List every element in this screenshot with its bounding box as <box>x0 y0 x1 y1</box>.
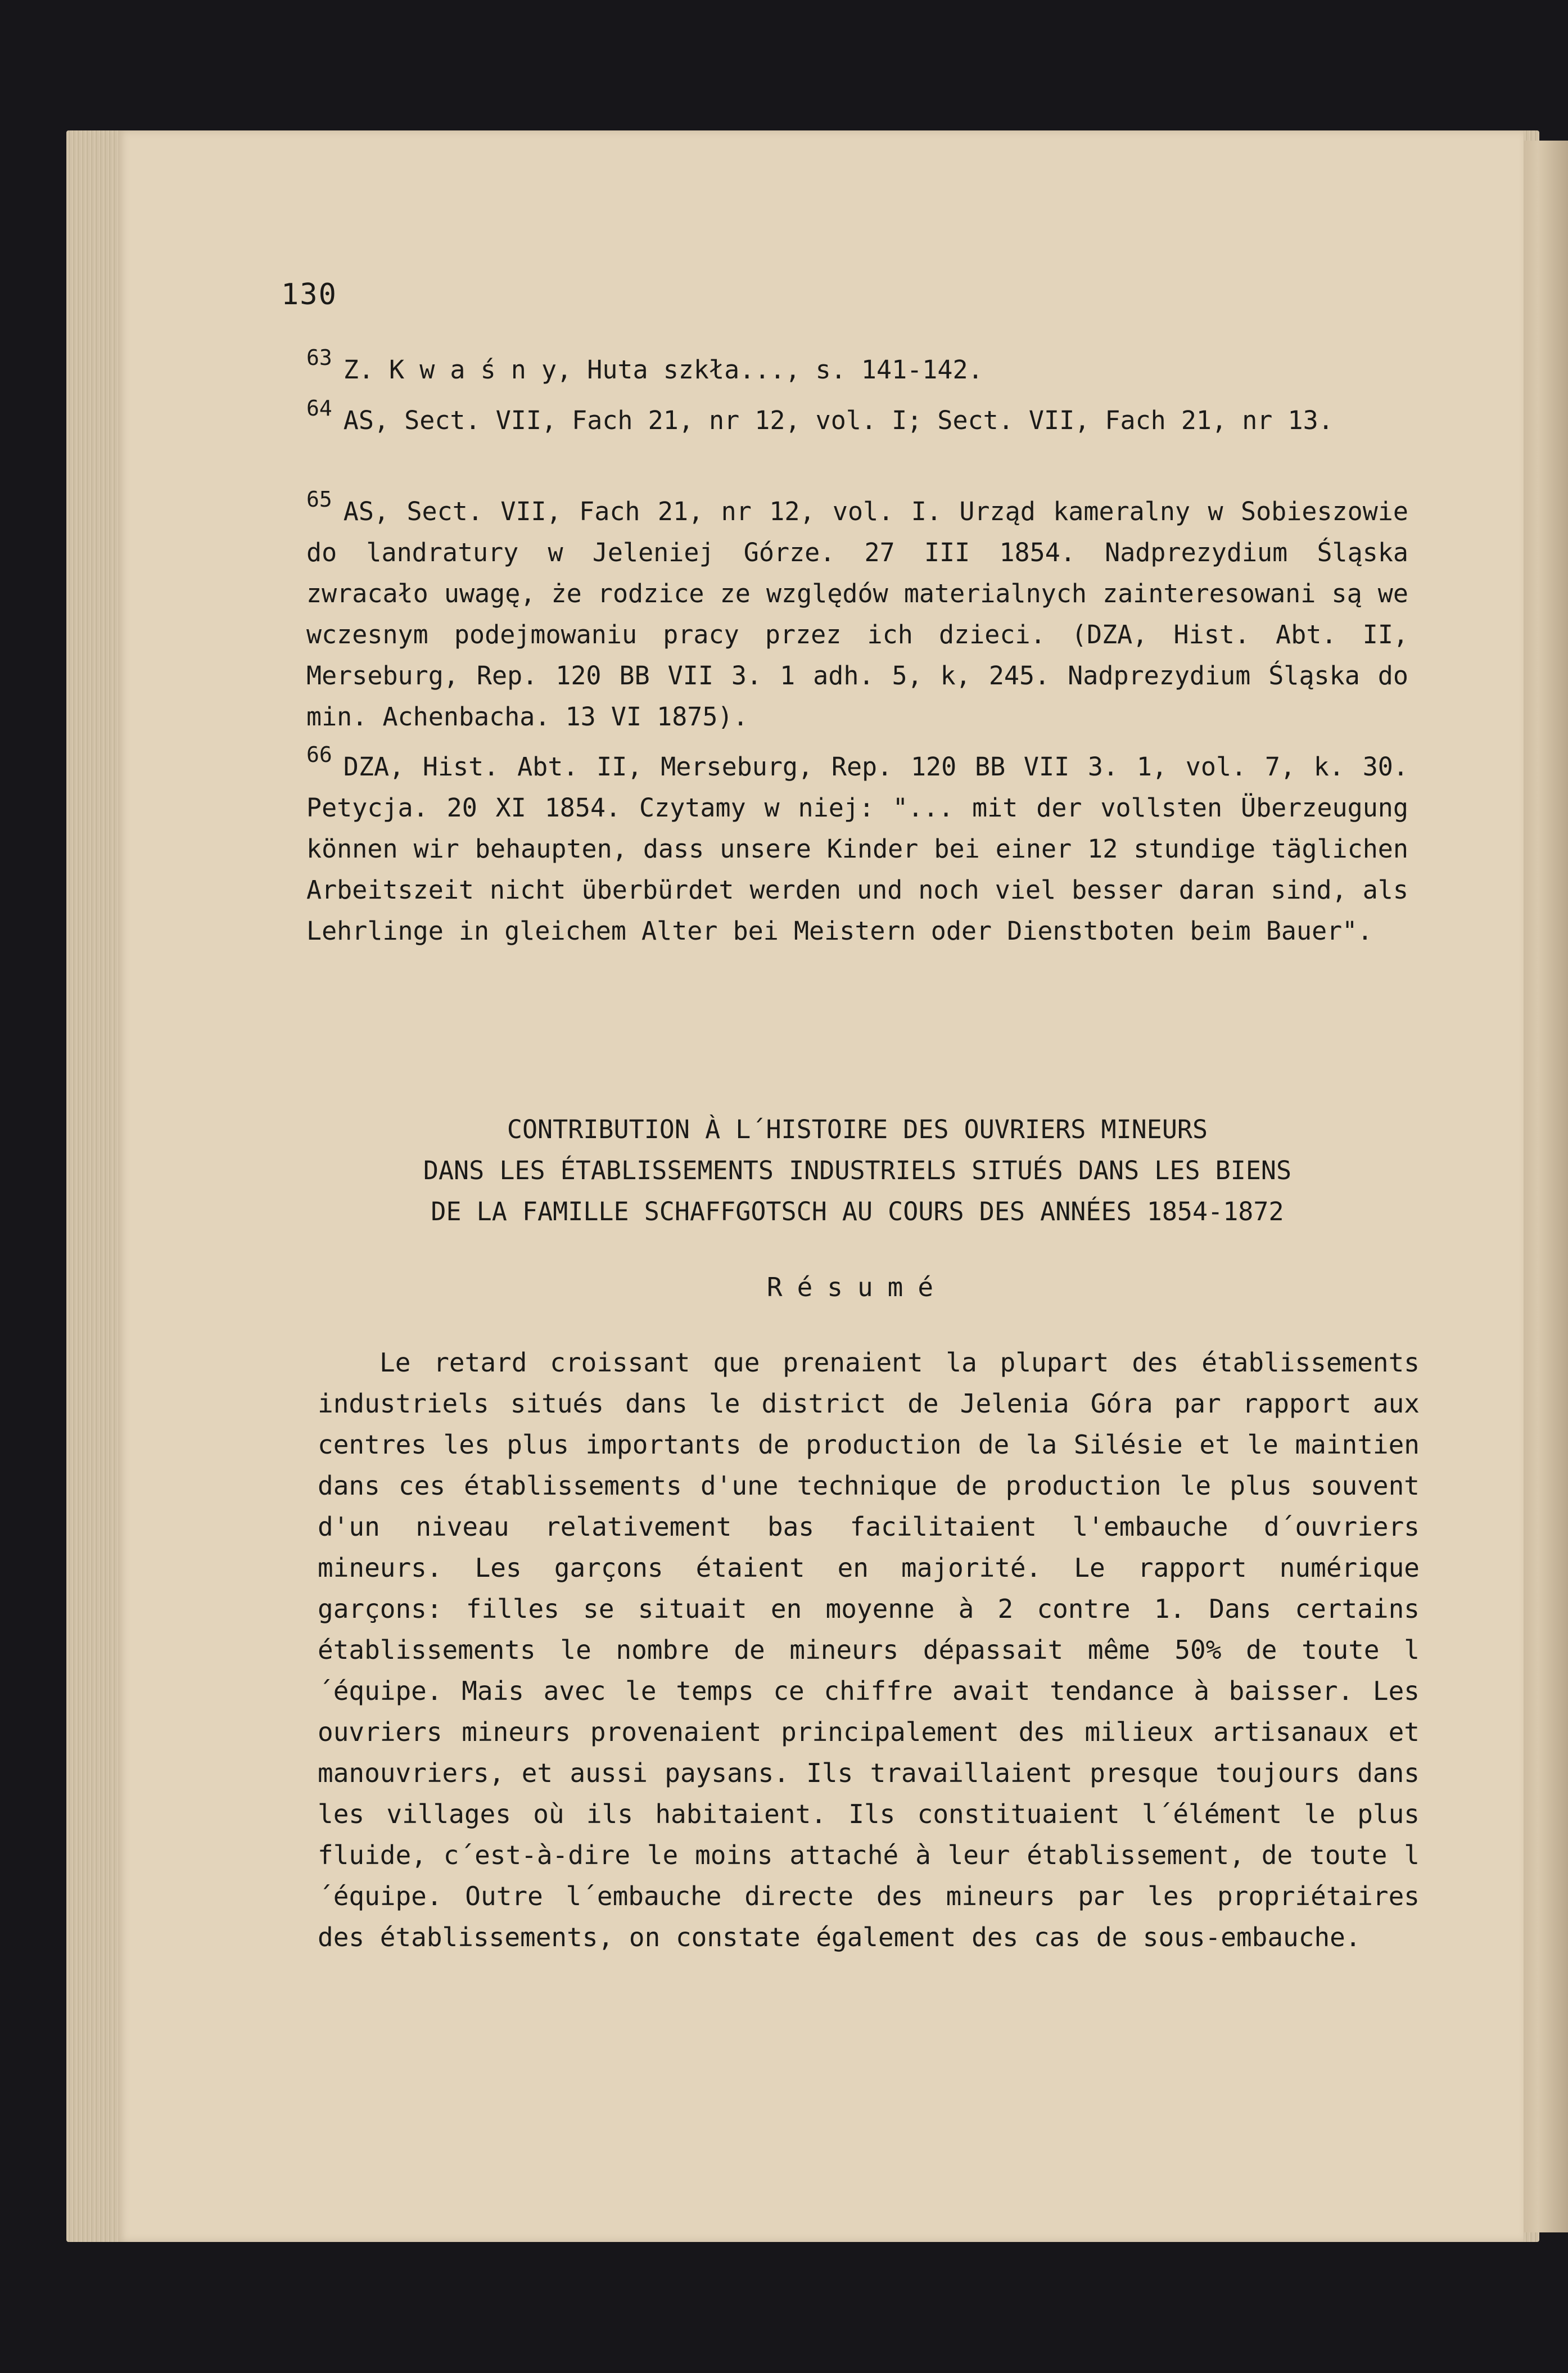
article-title <box>306 1109 1408 1232</box>
book-page <box>118 130 1524 2242</box>
footnote-64 <box>306 388 1408 441</box>
summary-paragraph: Le retard croissant que prenaient la plupart des établissements industriels situés dans le district de Jelenia Góra par rapport aux centres les plus importants de production de la Silésie et le maintien dans ces établissements d'une technique de production le plus souvent d'un niveau relativement bas facilitaient l'embauche d´ouvriers mineurs. Les garçons étaient en majorité. Le rapport numérique garçons: filles se situait en moyenne à 2 contre 1. Dans certains établissements le nombre de mineurs dépassait même 50% de toute l´équipe. Mais avec le temps ce chiffre avait tendance à baisser. Les ouvriers mineurs provenaient principalement des milieux artisanaux et manouvriers, et aussi paysans. Ils travaillaient presque toujours dans les villages où ils habitaient. Ils constituaient l´élément le plus fluide, c´est-à-dire le moins attaché à leur établissement, de toute l´équipe. Outre l´embauche directe des mineurs par les propriétaires des établissements, on constate également des cas de sous-embauche. <box>318 1347 1420 1952</box>
footnote-66 <box>306 734 1408 951</box>
footnote-63 <box>306 337 1408 390</box>
facing-page-edge <box>1518 141 1568 2232</box>
footnote-number: 63 <box>306 345 332 370</box>
footnote-text: AS, Sect. VII, Fach 21, nr 12, vol. I. Urząd kameralny w Sobieszowie do landratury w Jeleniej Górze. 27 III 1854. Nadprezydium Śląska zwracało uwagę, że rodzice ze względów materialnych zainteresowani są we wczesnym podejmowaniu pracy przez ich dzieci. (DZA, Hist. Abt. II, Merseburg, Rep. 120 BB VII 3. 1 adh. 5, k, 245. Nadprezydium Śląska do min. Achenbacha. 13 VI 1875). <box>306 497 1408 732</box>
footnote-text: AS, Sect. VII, Fach 21, nr 12, vol. I; Sect. VII, Fach 21, nr 13. <box>343 405 1334 435</box>
footnote-number: 64 <box>306 396 332 421</box>
resume-heading: Résumé <box>766 1272 948 1302</box>
title-line: DANS LES ÉTABLISSEMENTS INDUSTRIELS SITUÉS DANS LES BIENS <box>423 1156 1292 1185</box>
page-content <box>118 130 1524 2242</box>
title-line: CONTRIBUTION À L´HISTOIRE DES OUVRIERS MINEURS <box>507 1115 1208 1144</box>
page-number: 130 <box>281 278 337 312</box>
footnote-65 <box>306 479 1408 737</box>
footnote-text: DZA, Hist. Abt. II, Merseburg, Rep. 120 BB VII 3. 1, vol. 7, k. 30. Petycja. 20 XI 1854. Czytamy w niej: "... mit der vollsten Überzeugung können wir behaupten, dass unsere Kinder bei einer 12 stundige täglichen Arbeitszeit nicht überbürdet werden und noch viel besser daran sind, als Lehrlinge in gleichem Alter bei Meistern oder Dienstboten beim Bauer". <box>306 752 1408 946</box>
footnote-number: 65 <box>306 487 332 512</box>
title-line: DE LA FAMILLE SCHAFFGOTSCH AU COURS DES ANNÉES 1854-1872 <box>431 1197 1284 1226</box>
footnote-number: 66 <box>306 742 332 767</box>
footnote-text: Z. K w a ś n y, Huta szkła..., s. 141-142. <box>343 355 983 385</box>
